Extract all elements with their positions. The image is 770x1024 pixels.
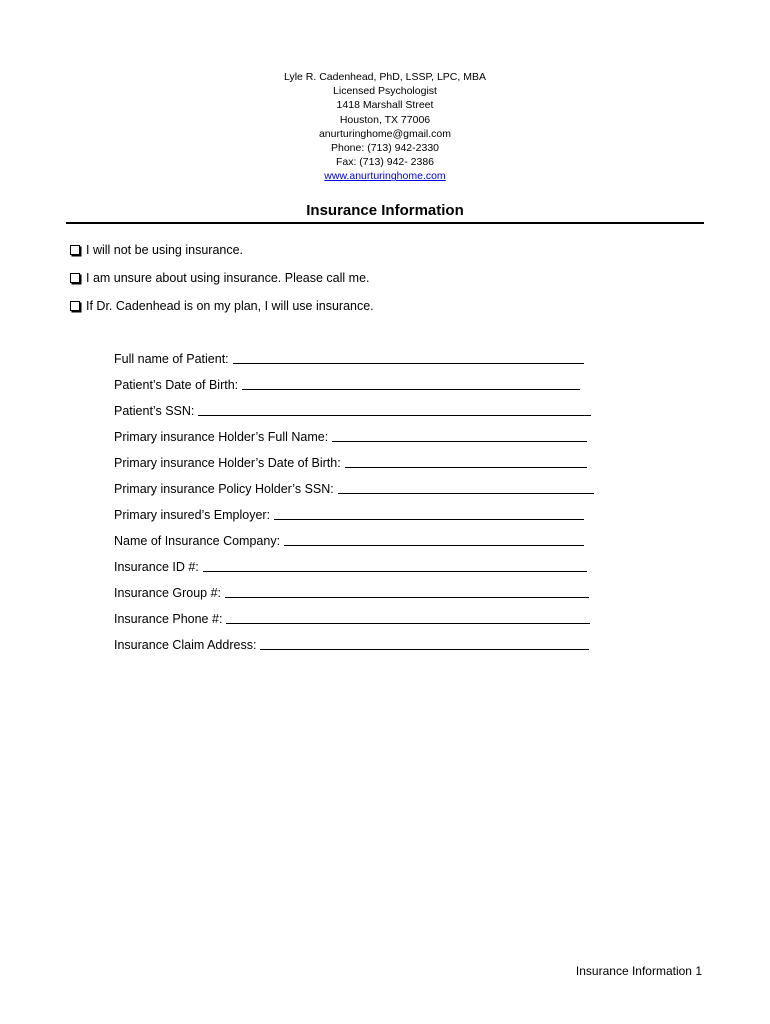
field-label: Insurance Phone #: xyxy=(114,612,223,626)
field-insured-employer xyxy=(114,506,594,532)
policy-holder-ssn-line[interactable] xyxy=(338,480,594,494)
field-label: Full name of Patient: xyxy=(114,352,229,366)
title-divider xyxy=(66,222,704,224)
field-label: Primary insurance Holder’s Full Name: xyxy=(114,430,329,444)
patient-ssn-line[interactable] xyxy=(198,402,591,416)
provider-street: 1418 Marshall Street xyxy=(336,99,434,112)
field-patient-full-name xyxy=(114,350,594,376)
field-insurance-phone xyxy=(114,610,594,636)
option-use-insurance-if-on-plan[interactable] xyxy=(70,297,690,325)
field-label: Primary insurance Policy Holder’s SSN: xyxy=(114,482,334,496)
checkbox-use-insurance-if-on-plan[interactable] xyxy=(70,301,80,311)
field-insurance-company xyxy=(114,532,594,558)
option-unsure-insurance[interactable] xyxy=(70,269,690,297)
provider-email: anurturinghome@gmail.com xyxy=(318,127,452,140)
field-policy-holder-ssn xyxy=(114,480,594,506)
insurance-id-line[interactable] xyxy=(203,558,587,572)
letterhead xyxy=(0,70,770,184)
holder-full-name-line[interactable] xyxy=(332,428,587,442)
field-label: Patient’s Date of Birth: xyxy=(114,378,239,392)
insured-employer-line[interactable] xyxy=(274,506,584,520)
page-footer-label: Insurance Information 1 xyxy=(575,964,702,978)
field-insurance-claim-address xyxy=(114,636,594,662)
insurance-claim-address-line[interactable] xyxy=(260,636,589,650)
provider-fax: Fax: (713) 942- 2386 xyxy=(335,156,435,169)
checkbox-unsure-insurance[interactable] xyxy=(70,273,80,283)
patient-full-name-line[interactable] xyxy=(233,350,584,364)
insurance-options xyxy=(70,241,690,325)
option-no-insurance[interactable] xyxy=(70,241,690,269)
holder-dob-line[interactable] xyxy=(345,454,587,468)
checkbox-no-insurance[interactable] xyxy=(70,245,80,255)
field-label: Primary insurance Holder’s Date of Birth: xyxy=(114,456,341,470)
option-label: I am unsure about using insurance. Please call me. xyxy=(86,271,370,285)
form-title: Insurance Information xyxy=(306,202,464,219)
field-label: Patient’s SSN: xyxy=(114,404,195,418)
field-holder-dob xyxy=(114,454,594,480)
field-patient-ssn xyxy=(114,402,594,428)
provider-phone: Phone: (713) 942-2330 xyxy=(331,142,439,155)
field-label: Insurance ID #: xyxy=(114,560,199,574)
patient-dob-line[interactable] xyxy=(242,376,580,390)
field-patient-dob xyxy=(114,376,594,402)
option-label: I will not be using insurance. xyxy=(86,243,244,257)
provider-name: Lyle R. Cadenhead, PhD, LSSP, LPC, MBA xyxy=(284,71,486,83)
provider-website-line xyxy=(0,169,770,183)
provider-website-link[interactable]: www.anurturinghome.com xyxy=(324,170,446,183)
provider-title: Licensed Psychologist xyxy=(333,85,437,98)
provider-city: Houston, TX 77006 xyxy=(339,113,431,126)
insurance-group-line[interactable] xyxy=(225,584,589,598)
field-label: Insurance Group #: xyxy=(114,586,222,600)
field-holder-full-name xyxy=(114,428,594,454)
field-insurance-group xyxy=(114,584,594,610)
insurance-phone-line[interactable] xyxy=(226,610,590,624)
option-label: If Dr. Cadenhead is on my plan, I will use insurance. xyxy=(86,299,374,313)
field-label: Insurance Claim Address: xyxy=(114,638,257,652)
field-insurance-id xyxy=(114,558,594,584)
insurance-company-line[interactable] xyxy=(284,532,584,546)
field-label: Name of Insurance Company: xyxy=(114,534,281,548)
field-label: Primary insured’s Employer: xyxy=(114,508,271,522)
insurance-fields xyxy=(114,350,594,662)
